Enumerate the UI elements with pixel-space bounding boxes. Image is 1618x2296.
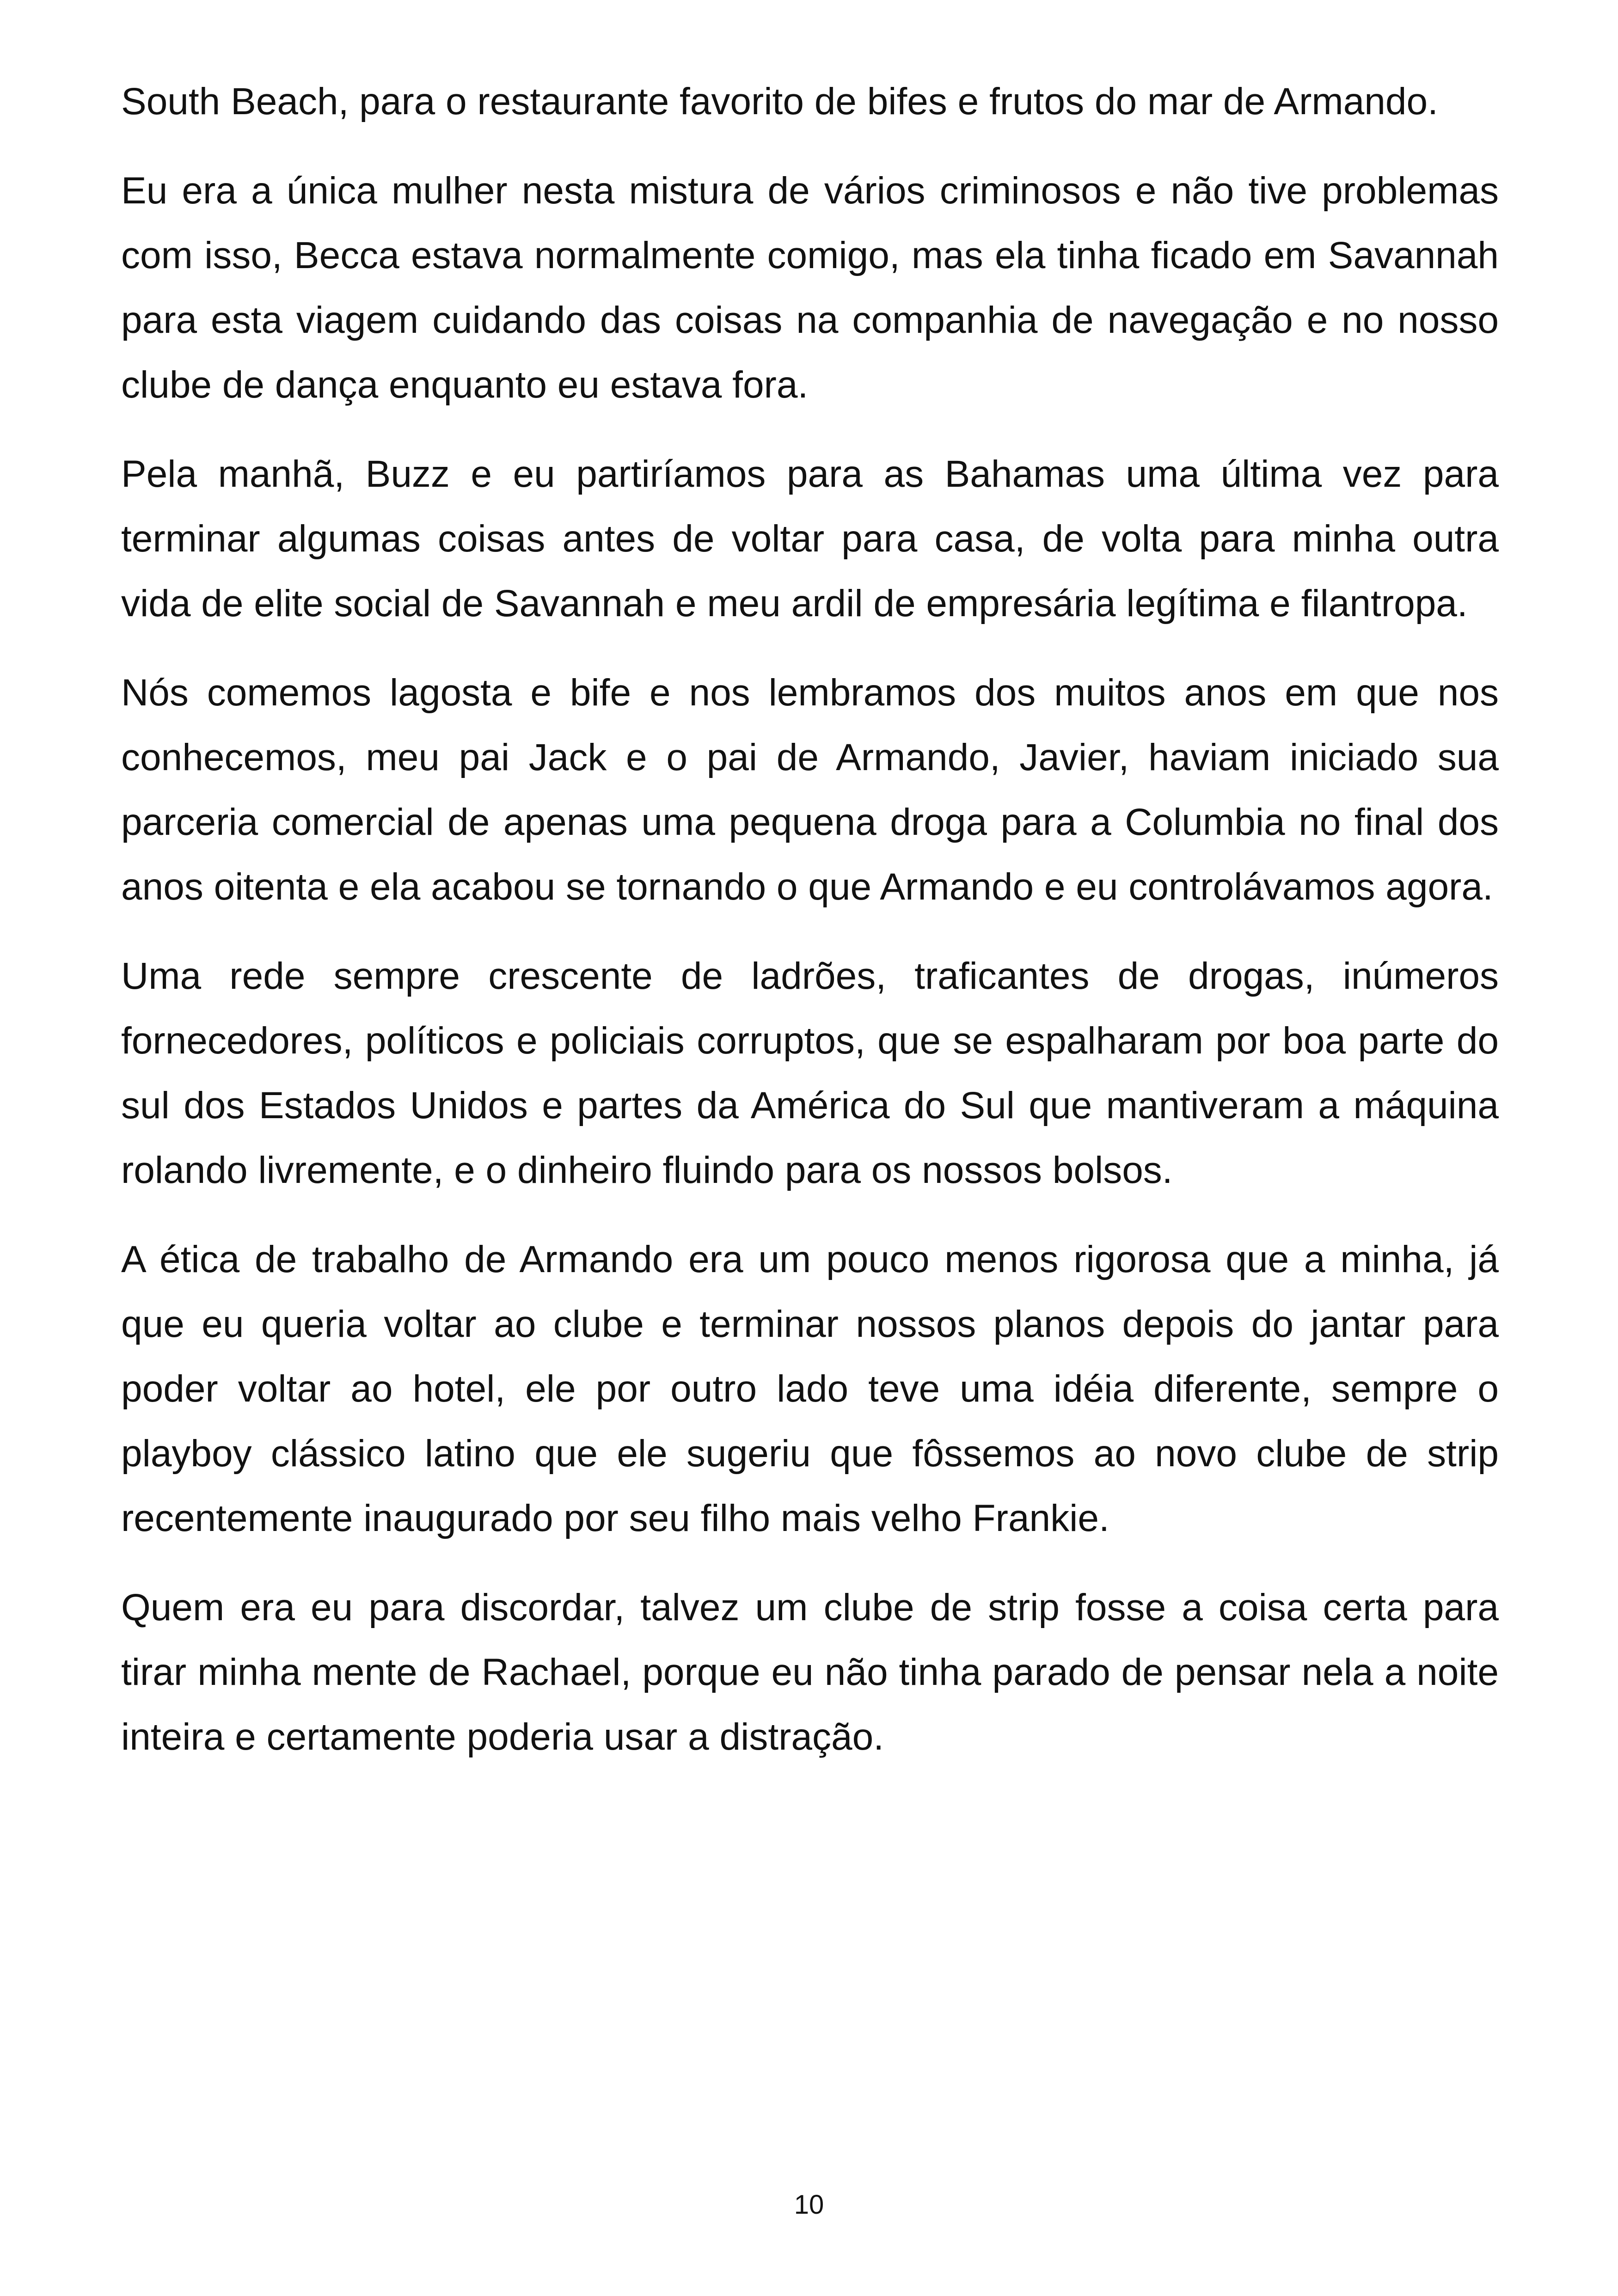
paragraph: Eu era a única mulher nesta mistura de vários criminosos e não tive problemas com isso, Becca estava normalmente comigo, mas ela tinha ficado em Savannah para esta viagem cuidando das coisas na companhia de navegação e no nosso clube de dança enquanto eu estava fora. — [121, 170, 1499, 406]
paragraph: South Beach, para o restaurante favorito de bifes e frutos do mar de Armando. — [121, 80, 1438, 122]
paragraph: Nós comemos lagosta e bife e nos lembramos dos muitos anos em que nos conhecemos, meu pai Jack e o pai de Armando, Javier, haviam iniciado sua parceria comercial de apenas uma pequena droga para a Columbia no final dos anos oitenta e ela acabou se tornando o que Armando e eu controlávamos agora. — [121, 672, 1499, 908]
paragraph: Pela manhã, Buzz e eu partiríamos para as Bahamas uma última vez para terminar algumas coisas antes de voltar para casa, de volta para minha outra vida de elite social de Savannah e meu ardil de empresária legítima e filantropa. — [121, 453, 1499, 625]
page-number: 10 — [794, 2190, 824, 2220]
paragraph: A ética de trabalho de Armando era um pouco menos rigorosa que a minha, já que eu queria voltar ao clube e terminar nossos planos depois do jantar para poder voltar ao hotel, ele por outro lado teve uma idéia diferente, sempre o playboy clássico latino que ele sugeriu que fôssemos ao novo clube de strip recentemente inaugurado por seu filho mais velho Frankie. — [121, 1238, 1499, 1539]
paragraph: Uma rede sempre crescente de ladrões, traficantes de drogas, inúmeros fornecedores, políticos e policiais corruptos, que se espalharam por boa parte do sul dos Estados Unidos e partes da América do Sul que mantiveram a máquina rolando livremente, e o dinheiro fluindo para os nossos bolsos. — [121, 955, 1499, 1191]
page-body-text — [121, 69, 1499, 1794]
paragraph: Quem era eu para discordar, talvez um clube de strip fosse a coisa certa para tirar minha mente de Rachael, porque eu não tinha parado de pensar nela a noite inteira e certamente poderia usar a distração. — [121, 1586, 1499, 1758]
